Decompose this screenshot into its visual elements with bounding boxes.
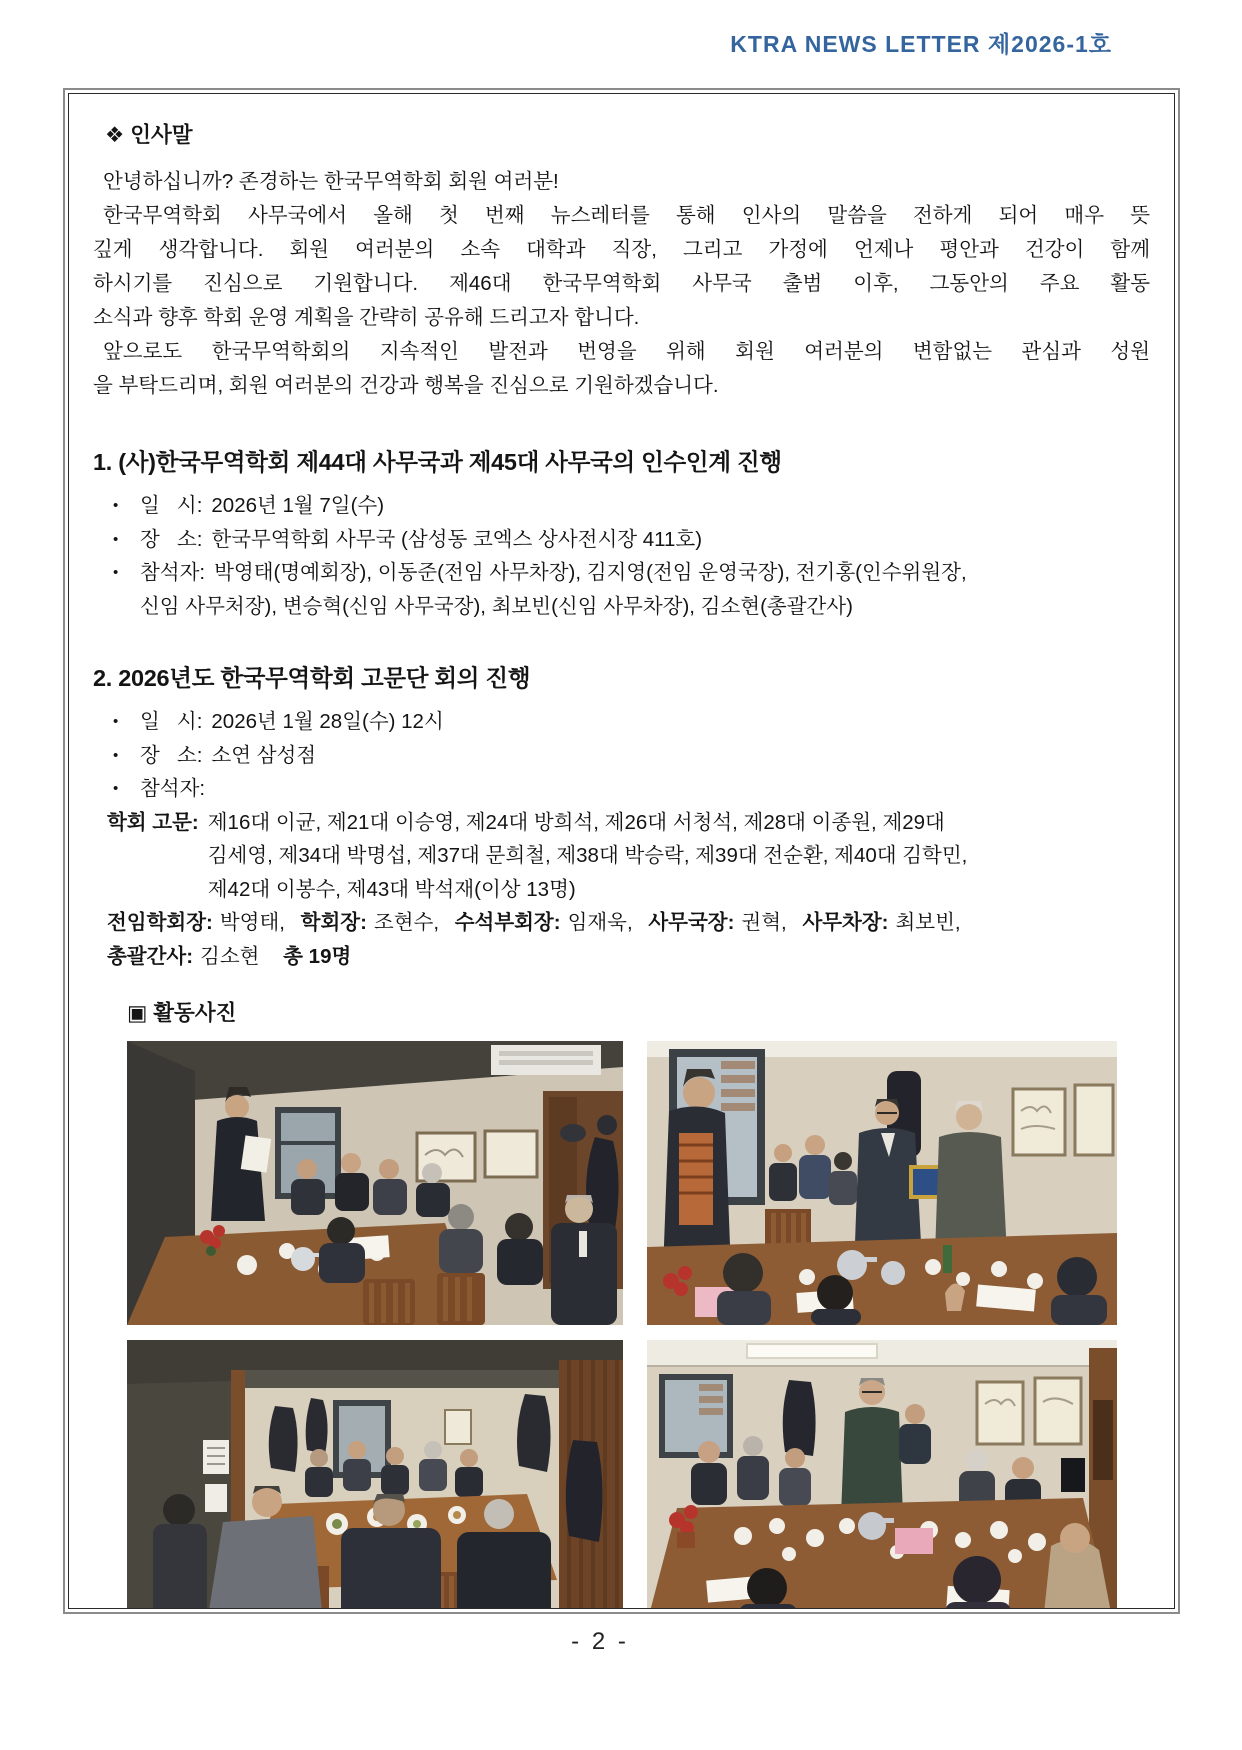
section1-attendees-item bbox=[93, 556, 1150, 590]
activity-photo-3-image bbox=[127, 1340, 623, 1609]
activity-photo-3 bbox=[127, 1340, 623, 1609]
item-value: 2026년 1월 7일(수) bbox=[211, 494, 385, 517]
advisors-line: 김세영, 제34대 박명섭, 제37대 문희철, 제38대 박승락, 제39대 전순환, 제40대 김학민, bbox=[207, 844, 968, 867]
bullet-icon: • bbox=[113, 530, 119, 548]
advisors-line: 제42대 이봉수, 제43대 박석재(이상 13명) bbox=[207, 877, 576, 901]
officer-label: 수석부회장: bbox=[454, 911, 561, 934]
activity-photo-1-image bbox=[127, 1041, 623, 1325]
greeting-title: ❖ 인사말 bbox=[105, 123, 193, 147]
item-value: 2026년 1월 28일(수) 12시 bbox=[211, 710, 444, 733]
greeting-paragraphs bbox=[93, 165, 1150, 403]
officers-total: 총 19명 bbox=[283, 945, 352, 968]
officer-label: 총괄간사: bbox=[107, 945, 194, 968]
officer-name: 조현수, bbox=[373, 911, 440, 934]
bullet-icon: • bbox=[113, 713, 119, 730]
section1-date-item bbox=[93, 489, 1150, 523]
officers-line-2 bbox=[107, 940, 1150, 974]
section2-venue-item bbox=[93, 739, 1150, 773]
officer-name: 김소현 bbox=[200, 945, 260, 968]
bullet-icon: • bbox=[113, 497, 119, 514]
greeting-line: 을 부탁드리며, 회원 여러분의 건강과 행복을 진심으로 기원하겠습니다. bbox=[93, 374, 719, 397]
officer-name: 임재욱, bbox=[567, 911, 633, 934]
section2-date-item bbox=[93, 705, 1150, 739]
activity-photo-2-image bbox=[647, 1041, 1117, 1325]
bullet-icon: • bbox=[113, 780, 119, 797]
item-label: 일 시: bbox=[140, 494, 203, 517]
greeting-line: 안녕하십니까? 존경하는 한국무역학회 회원 여러분! bbox=[103, 170, 559, 193]
greeting-line: 앞으로도 한국무역학회의 지속적인 발전과 번영을 위해 회원 여러분의 변함없는 관심과 성원 bbox=[103, 340, 1150, 363]
officers-block bbox=[107, 906, 1150, 974]
officer-label: 사무차장: bbox=[802, 911, 889, 934]
section2-heading: 2. 2026년도 한국무역학회 고문단 회의 진행 bbox=[93, 665, 531, 691]
greeting-line: 소식과 향후 학회 운영 계획을 간략히 공유해 드리고자 합니다. bbox=[93, 306, 640, 329]
officer-label: 사무국장: bbox=[648, 911, 735, 934]
officer-name: 박영태, bbox=[219, 911, 285, 934]
item-value: 박영태(명예회장), 이동준(전임 사무차장), 김지영(전임 운영국장), 전기홍(인수위원장, bbox=[214, 561, 967, 584]
bullet-icon: • bbox=[113, 564, 119, 581]
item-label: 참석자: bbox=[140, 561, 206, 584]
item-label: 장 소: bbox=[140, 743, 203, 767]
newsletter-header-title: KTRA NEWS LETTER 제2026-1호 bbox=[730, 31, 1112, 57]
officer-name: 권혁, bbox=[741, 911, 787, 934]
advisors-label: 학회 고문: bbox=[107, 810, 199, 834]
item-label: 일 시: bbox=[140, 710, 203, 733]
section1-heading: 1. (사)한국무역학회 제44대 사무국과 제45대 사무국의 인수인계 진행 bbox=[93, 449, 782, 475]
activity-photo-grid bbox=[127, 1041, 1150, 1609]
activity-photo-1 bbox=[127, 1041, 623, 1325]
item-value: 한국무역학회 사무국 (삼성동 코엑스 상사전시장 411호) bbox=[211, 527, 703, 551]
advisors-block bbox=[107, 806, 1150, 907]
greeting-line: 하시기를 진심으로 기원합니다. 제46대 한국무역학회 사무국 출범 이후, 그동안의 주요 활동 bbox=[93, 272, 1150, 295]
officer-label: 전임학회장: bbox=[107, 911, 213, 934]
page-number: - 2 - bbox=[571, 1628, 629, 1655]
section2-attendees-item bbox=[93, 772, 1150, 806]
photos-section-title: ▣ 활동사진 bbox=[127, 1001, 237, 1025]
officer-name: 최보빈, bbox=[895, 911, 961, 934]
officer-label: 학회장: bbox=[300, 911, 367, 934]
activity-photo-4-image bbox=[647, 1340, 1117, 1609]
activity-photo-4 bbox=[647, 1340, 1117, 1609]
item-label: 참석자: bbox=[140, 777, 206, 800]
item-label: 장 소: bbox=[140, 527, 203, 551]
item-value: 소연 삼성점 bbox=[211, 743, 317, 767]
bullet-icon: • bbox=[113, 746, 119, 764]
section1-venue-item bbox=[93, 523, 1150, 557]
section1-attendees-continuation: 신임 사무처장), 변승혁(신임 사무국장), 최보빈(신임 사무차장), 김소현(총괄간사) bbox=[140, 594, 853, 618]
greeting-line: 깊게 생각합니다. 회원 여러분의 소속 대학과 직장, 그리고 가정에 언제나 평안과 건강이 함께 bbox=[93, 238, 1150, 261]
advisors-line: 제16대 이균, 제21대 이승영, 제24대 방희석, 제26대 서청석, 제28대 이종원, 제29대 bbox=[207, 810, 945, 834]
officers-line-1 bbox=[107, 906, 1150, 940]
activity-photo-2 bbox=[647, 1041, 1117, 1325]
greeting-line: 한국무역학회 사무국에서 올해 첫 번째 뉴스레터를 통해 인사의 말씀을 전하게 되어 매우 뜻 bbox=[103, 204, 1150, 227]
content-frame bbox=[63, 88, 1180, 1614]
